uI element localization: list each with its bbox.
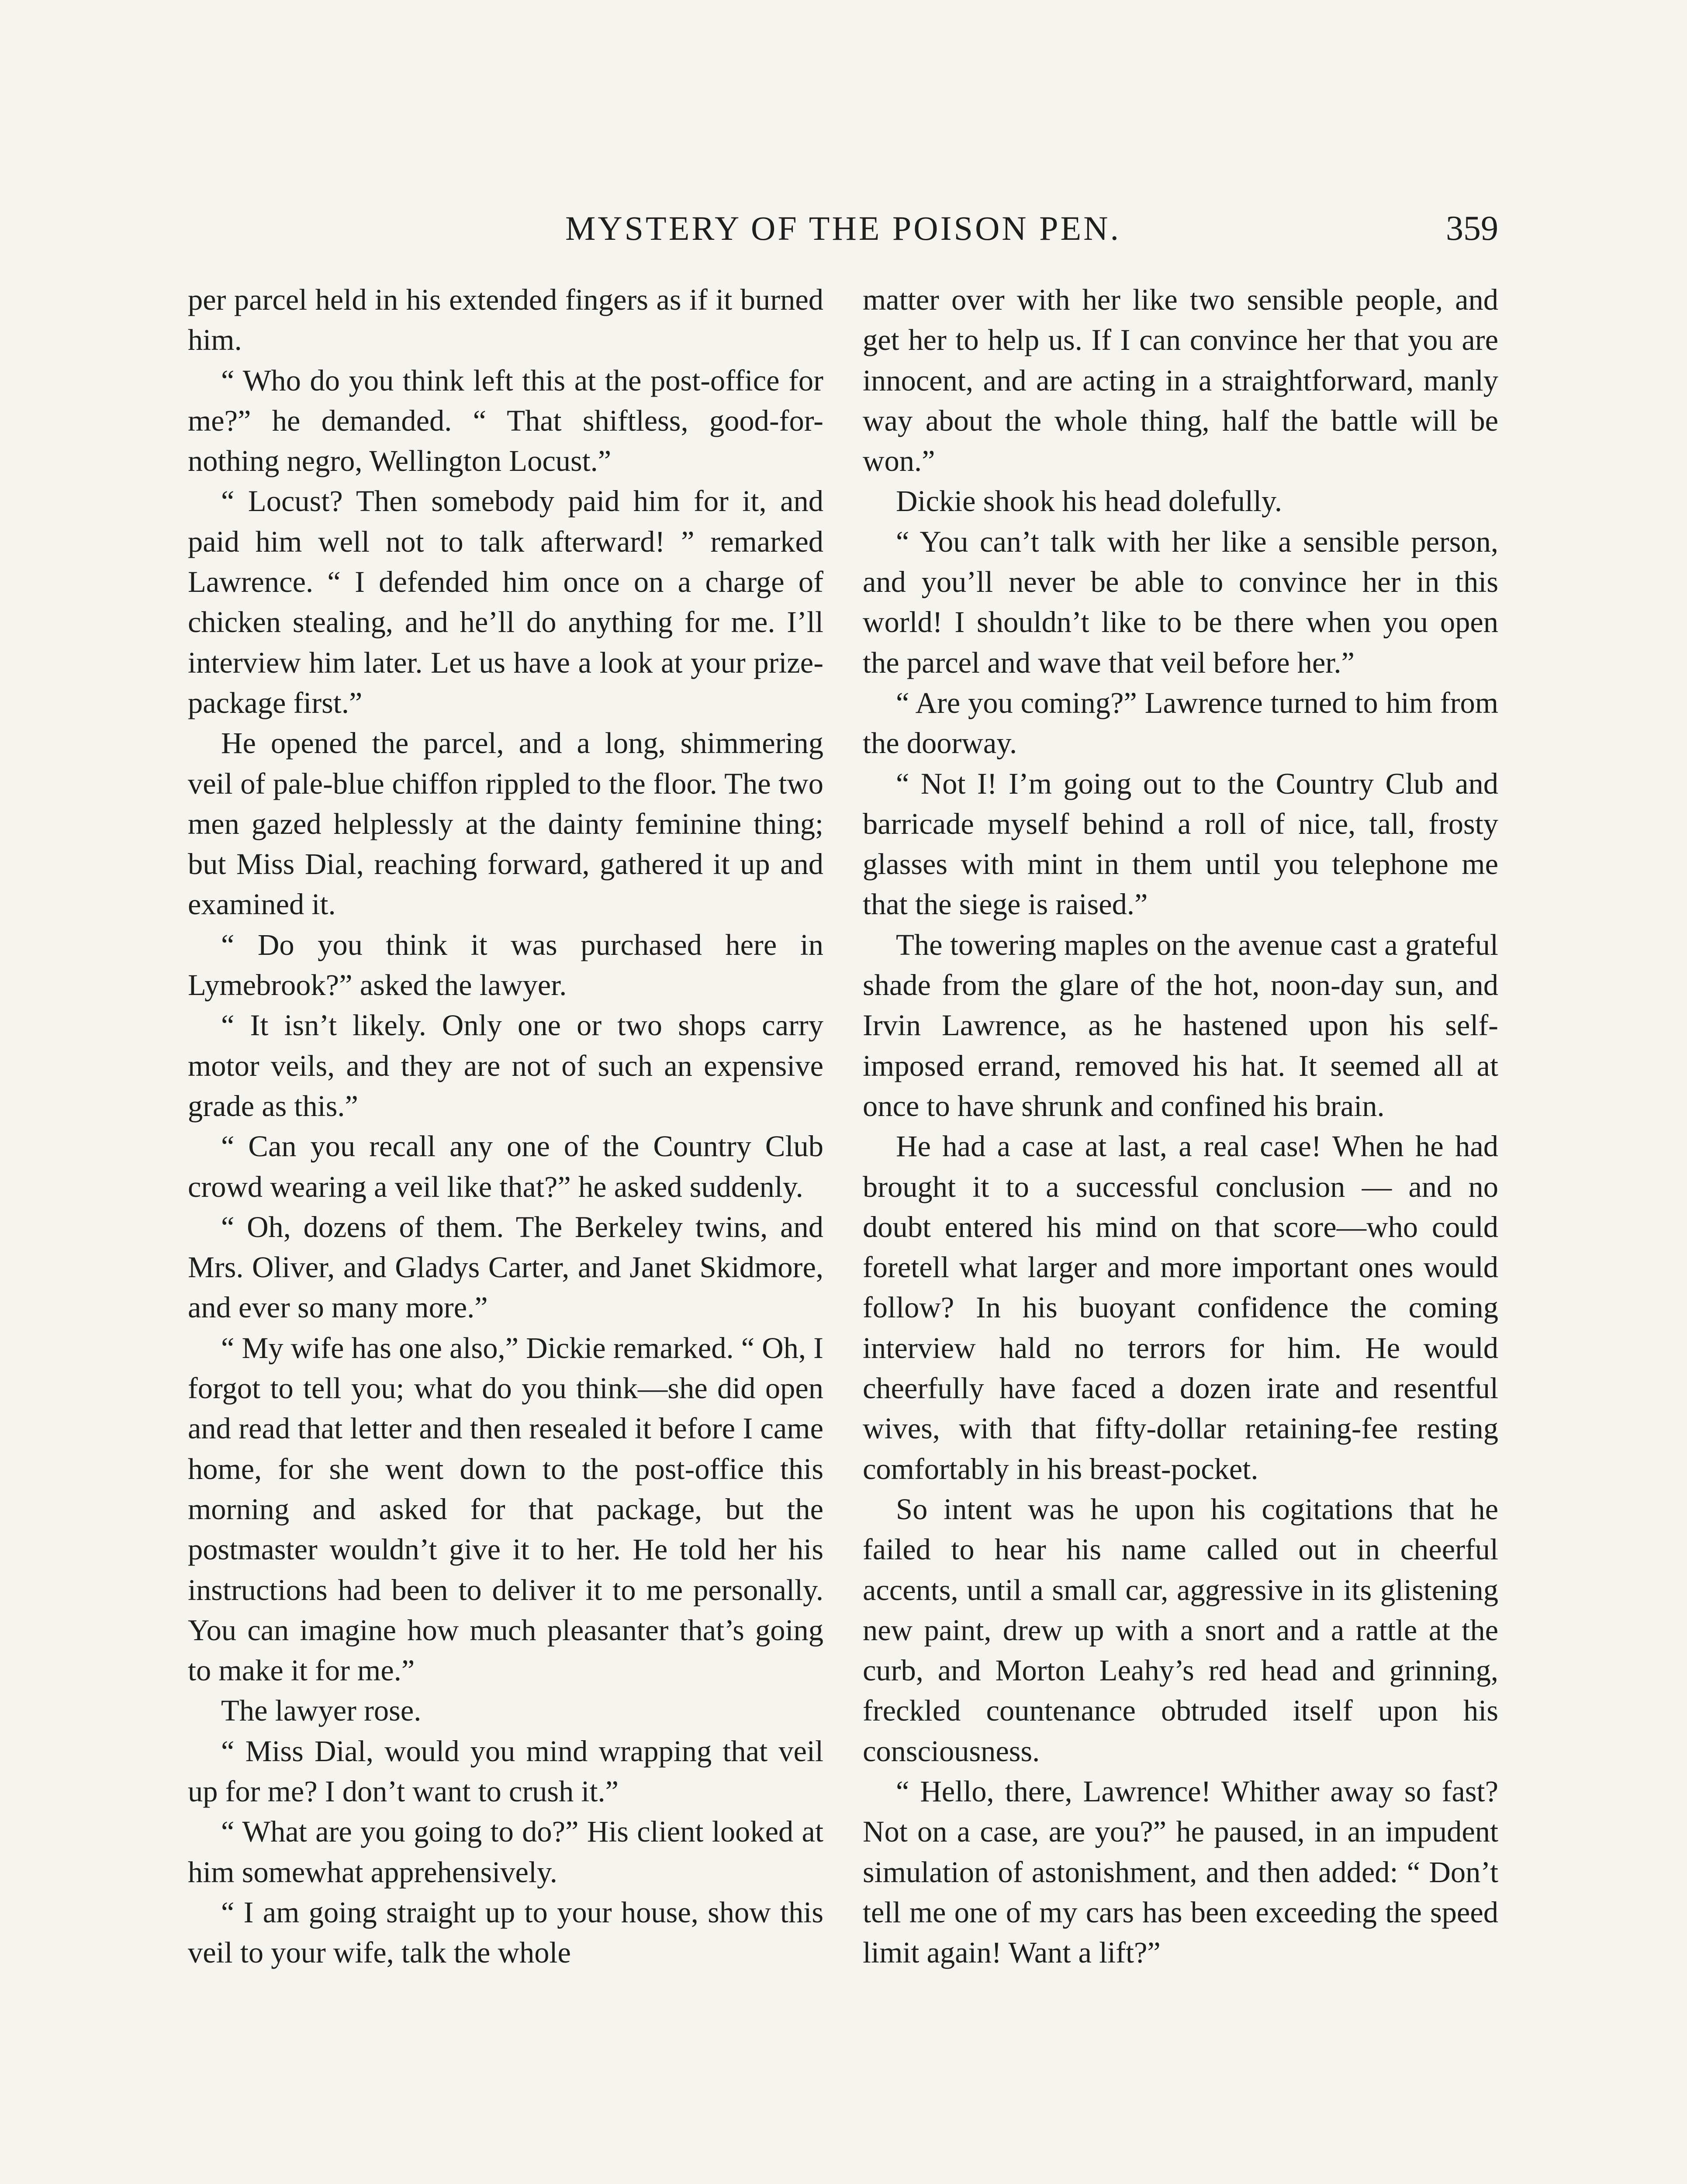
- right-column: [863, 280, 1498, 1973]
- paragraph: “ Are you coming?” Lawrence turned to him from the doorway.: [863, 686, 1498, 760]
- paragraph: matter over with her like two sensible people, and get her to help us. If I can convince her that you are innocent, and are acting in a straightforward, manly way about the whole thing, half the battle will be won.”: [863, 283, 1498, 478]
- paragraph: “ Who do you think left this at the post-office for me?” he demanded. “ That shiftless, good-for-nothing negro, Wellington Locust.”: [188, 363, 823, 478]
- running-title: MYSTERY OF THE POISON PEN.: [565, 209, 1121, 247]
- paragraph: “ What are you going to do?” His client looked at him somewhat apprehensively.: [188, 1815, 823, 1889]
- paragraph: He opened the parcel, and a long, shimmering veil of pale-blue chiffon rippled to the floor. The two men gazed helplessly at the dainty feminine thing; but Miss Dial, reaching forward, gathered it up and examined it.: [188, 726, 823, 921]
- paragraph: “ My wife has one also,” Dickie remarked. “ Oh, I forgot to tell you; what do you think—she did open and read that letter and then resealed it before I came home, for she went down to the post-office this morning and asked for that package, but the postmaster wouldn’t give it to her. He told her his instructions had been to deliver it to me personally. You can imagine how much pleasanter that’s going to make it for me.”: [188, 1331, 823, 1687]
- paragraph: “ I am going straight up to your house, show this veil to your wife, talk the whole: [188, 1895, 823, 1970]
- page-header: [188, 204, 1498, 252]
- paragraph: The lawyer rose.: [221, 1694, 422, 1728]
- paragraph: “ Oh, dozens of them. The Berkeley twins, and Mrs. Oliver, and Gladys Carter, and Janet Skidmore, and ever so many more.”: [188, 1210, 823, 1324]
- page-number: 359: [1446, 209, 1498, 248]
- left-column: [188, 280, 823, 1973]
- paragraph: “ You can’t talk with her like a sensible person, and you’ll never be able to convince her in this world! I shouldn’t like to be there when you open the parcel and wave that veil before her.”: [863, 525, 1498, 679]
- paragraph: “ Miss Dial, would you mind wrapping that veil up for me? I don’t want to crush it.”: [188, 1734, 823, 1808]
- paragraph: “ Hello, there, Lawrence! Whither away so fast? Not on a case, are you?” he paused, in an impudent simulation of astonishment, and then added: “ Don’t tell me one of my cars has been exceeding the speed limit again! Want a lift?”: [863, 1774, 1498, 1970]
- paragraph: “ Do you think it was purchased here in Lymebrook?” asked the lawyer.: [188, 928, 823, 1002]
- paragraph: “ Can you recall any one of the Country Club crowd wearing a veil like that?” he asked suddenly.: [188, 1130, 823, 1203]
- paragraph: “ It isn’t likely. Only one or two shops carry motor veils, and they are not of such an expensive grade as this.”: [188, 1009, 823, 1123]
- paragraph: So intent was he upon his cogitations that he failed to hear his name called out in cheerful accents, until a small car, aggressive in its glistening new paint, drew up with a snort and a rattle at the curb, and Morton Leahy’s red head and grinning, freckled countenance obtruded itself upon his consciousness.: [863, 1492, 1498, 1768]
- paragraph: The towering maples on the avenue cast a grateful shade from the glare of the hot, noon-day sun, and Irvin Lawrence, as he hastened upon his self-imposed errand, removed his hat. It seemed all at once to have shrunk and confined his brain.: [863, 928, 1498, 1123]
- paragraph: Dickie shook his head dolefully.: [896, 484, 1282, 518]
- paragraph: per parcel held in his extended fingers as if it burned him.: [188, 283, 823, 357]
- paragraph: “ Locust? Then somebody paid him for it, and paid him well not to talk afterward! ” remarked Lawrence. “ I defended him once on a charge of chicken stealing, and he’ll do anything for me. I’ll interview him later. Let us have a look at your prize-package first.”: [188, 484, 823, 719]
- paragraph: He had a case at last, a real case! When he had brought it to a successful conclusion — and no doubt entered his mind on that score—who could foretell what larger and more important ones would follow? In his buoyant confidence the coming interview hald no terrors for him. He would cheerfully have faced a dozen irate and resentful wives, with that fifty-dollar retaining-fee resting comfortably in his breast-pocket.: [863, 1130, 1498, 1486]
- paragraph: “ Not I! I’m going out to the Country Club and barricade myself behind a roll of nice, tall, frosty glasses with mint in them until you telephone me that the siege is raised.”: [863, 767, 1498, 921]
